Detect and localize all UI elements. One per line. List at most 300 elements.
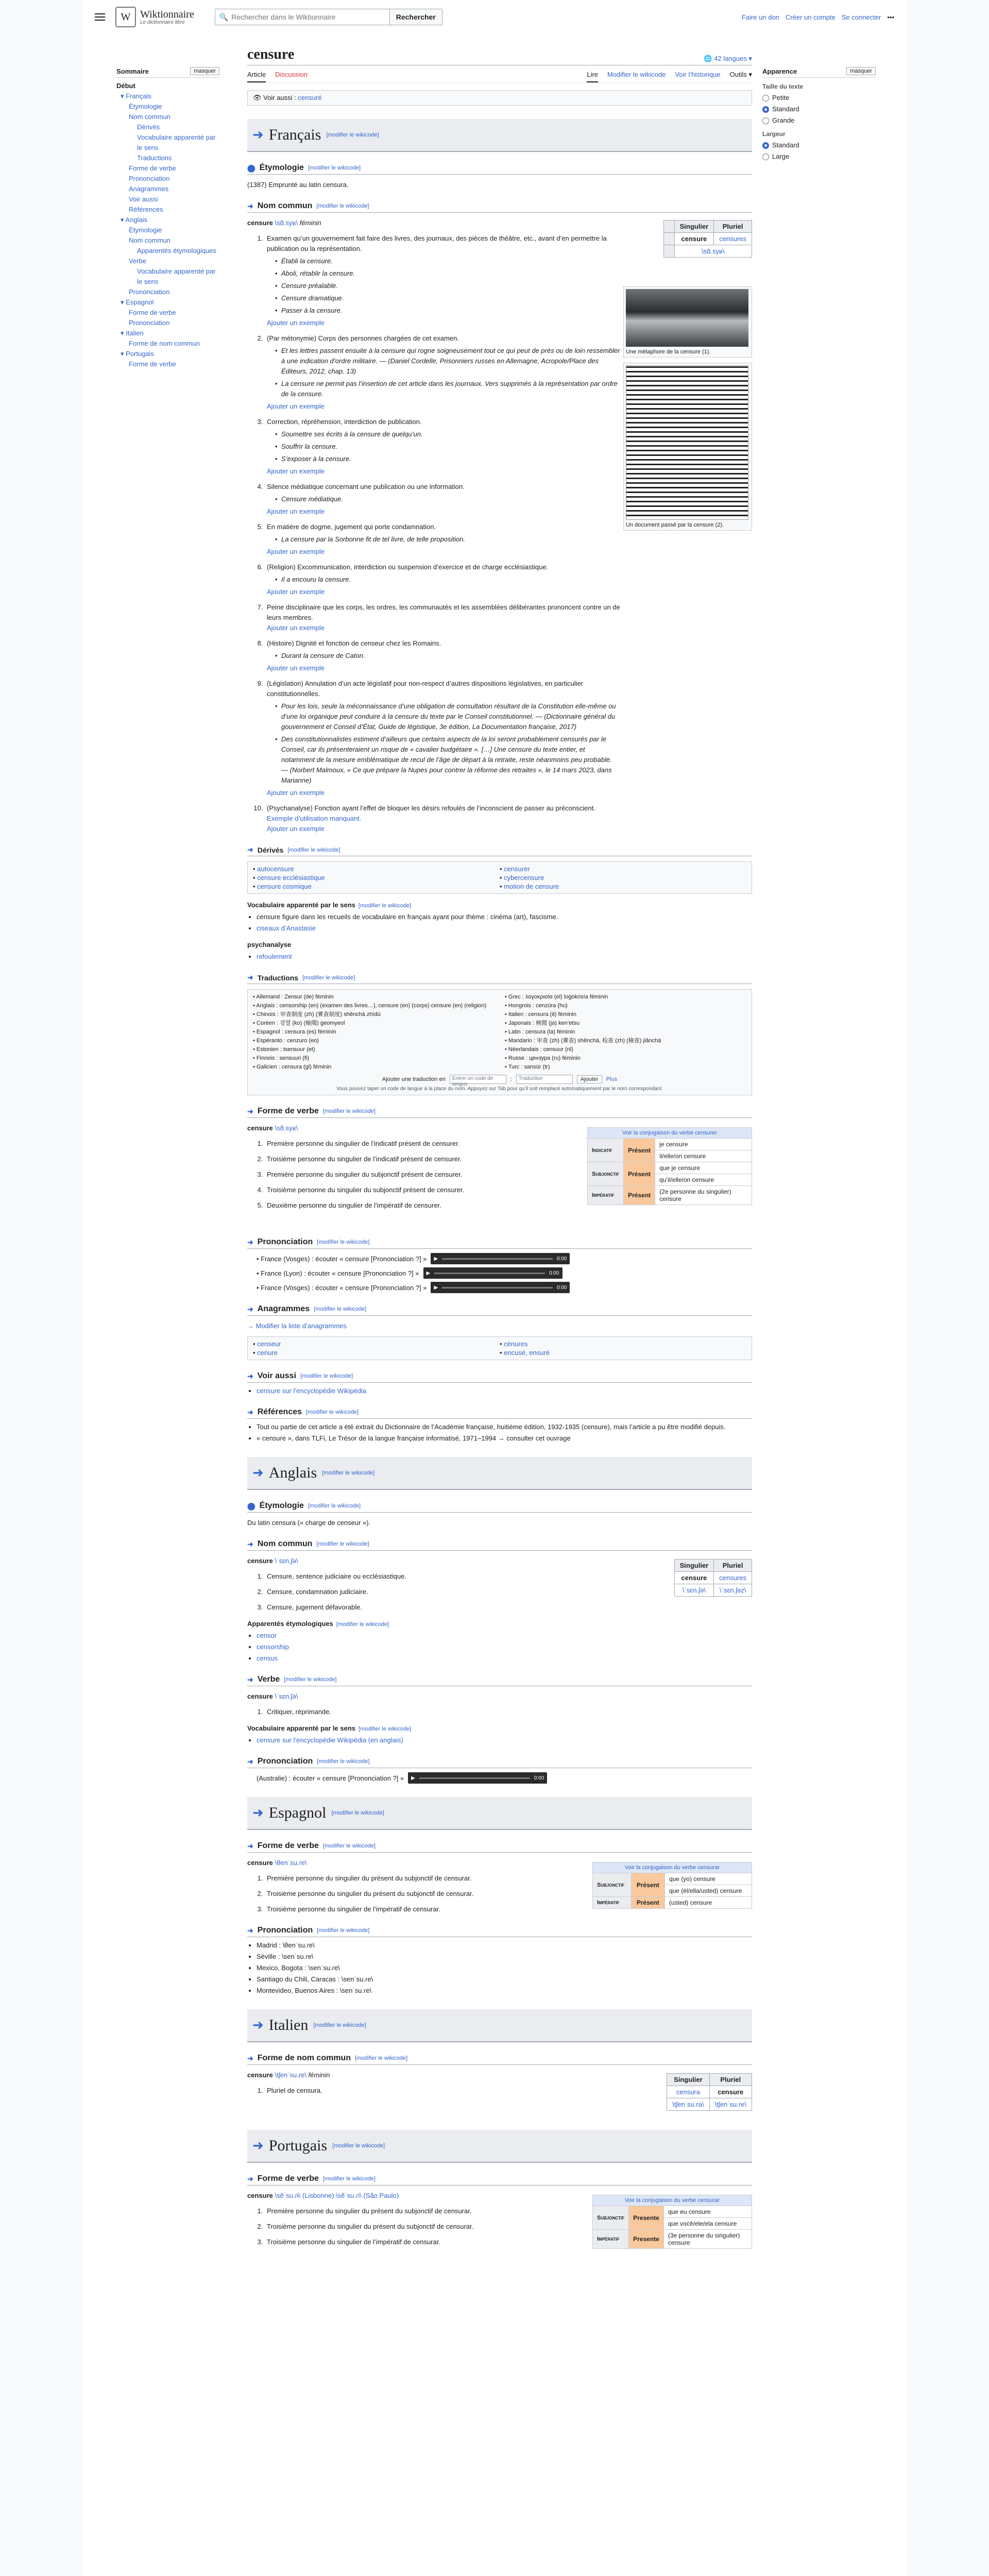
toc-item[interactable]: ▾ Anglais [121,216,148,224]
heading-see-also [247,1371,752,1383]
edit-link[interactable]: [modifier le wikicode] [322,2176,376,2182]
search-button[interactable]: Rechercher [390,9,442,25]
anagram[interactable]: • censeur [253,1340,500,1348]
conjugation-mood: Indicatif [588,1139,624,1162]
toc-item[interactable]: Prononciation [129,319,170,327]
heading-label: Étymologie [259,1501,304,1510]
toc-item[interactable]: Traductions [137,154,172,162]
section-arrow-icon: ➜ [252,2018,264,2033]
add-example-link[interactable]: Ajouter un exemple [267,624,325,632]
derived-term[interactable]: • censure cosmique [253,883,500,890]
heading-label: Prononciation [257,1238,313,1246]
translation-item[interactable]: • Finnois : sensuuri (fi) [253,1055,309,1061]
example: • Censure préalable. [275,281,620,291]
table-ipa[interactable]: \ˈsɛn.ʃəz\ [714,1584,752,1597]
text-size-label: Taille du texte [762,83,804,90]
toc-item[interactable]: Apparentés étymologiques [137,247,216,255]
conjugation-row [593,2230,752,2249]
plural-form[interactable]: censures [719,235,746,243]
conjugation-tense: Présent [624,1186,655,1205]
toc-item[interactable]: ▾ Français [121,92,151,100]
edit-link[interactable]: [modifier le wikicode] [316,1541,369,1547]
heading-translations [247,973,752,984]
toc-item[interactable]: Prononciation [129,288,170,296]
example: • Censure dramatique. [275,293,620,303]
heading-label: Références [257,1408,302,1416]
heading-references [247,1408,752,1419]
width-label: Largeur [762,130,786,138]
translation-item[interactable]: • Coréen : 검열 (ko) (檢閱) geomyeol [253,1020,345,1026]
create-account-link[interactable]: Créer un compte [785,13,835,21]
example-list [275,534,620,545]
edit-link[interactable]: [modifier le wikicode] [336,1621,389,1628]
related-word-link[interactable]: censor [257,1632,277,1639]
audio-list [257,1772,752,1784]
heading-verb-form [247,1107,752,1118]
pronunciation[interactable]: \ˈsɛn.ʃə\ [275,1557,298,1565]
toc-item[interactable]: ▾ Italien [121,329,144,337]
heading-label: Prononciation [257,1757,313,1766]
headword: censure [247,2192,273,2199]
see-also-label: Voir aussi : [263,94,296,101]
conjugation-mood: Subjonctif [588,1162,624,1186]
audio-time: 0:00 [556,1256,567,1262]
toc-item[interactable]: ▾ Portugais [121,350,155,358]
conjugation-caption[interactable]: Voir la conjugaison du verbe censurar [593,2195,752,2206]
inflection-table [663,220,752,258]
edit-link[interactable]: [modifier le wikicode] [308,1503,361,1509]
pronunciation[interactable]: \sɑ̃.syʁ\ [275,219,298,227]
definition: 1. Première personne du singulier du présent du subjonctif de censurar. [265,2206,564,2216]
conjugation-caption-row [593,2195,752,2206]
see-also-link[interactable]: censuré [298,94,322,101]
table-cell [714,1572,752,1584]
translation-item[interactable]: • Russe : цензура (ru) féminin [505,1055,581,1061]
edit-link[interactable]: [modifier le wikicode] [322,1108,376,1114]
toc-item[interactable]: Dérivés [137,123,160,131]
table-cell [674,1572,714,1584]
section-arrow-icon: ➜ [252,127,264,143]
toc-item[interactable]: Vocabulaire apparenté par le sens [137,133,216,151]
add-example-link[interactable]: Ajouter un exemple [267,467,325,475]
related-word-link[interactable]: census [257,1654,278,1662]
definition-text: Peine disciplinaire que les corps, les ordres, les communautés et les assemblées délibérantes prononcent contre un de leurs membres. [267,603,620,621]
heading-label: Nom commun [257,1539,313,1548]
play-icon[interactable]: ▶ [426,1270,431,1276]
conjugation-row [593,2206,752,2218]
toc-hide-button[interactable]: masquer [190,67,219,75]
plural-form: censure [718,2088,744,2096]
anagram[interactable]: • cénures [500,1340,746,1348]
related-word-link[interactable]: censorship [257,1643,289,1651]
singular-form[interactable]: censura [676,2088,700,2096]
edit-link[interactable]: [modifier le wikicode] [326,132,379,138]
toc-item[interactable]: Forme de verbe [129,360,176,368]
conjugation-row [588,1162,752,1174]
image-metaphor[interactable] [623,286,752,358]
section-arrow-icon: ➜ [252,1805,264,1821]
toc-item[interactable]: Forme de verbe [129,164,176,172]
edit-link[interactable]: [modifier le wikicode] [284,1676,337,1683]
tools-label: Outils [729,71,747,78]
radio-label: Standard [772,141,799,149]
audio-label: (Australie) : écouter « censure [Prononciation ?] » [257,1774,404,1782]
edit-link[interactable]: [modifier le wikicode] [359,903,412,909]
translations-right [505,993,746,1072]
eye-icon: 👁 [253,94,262,101]
table-cell [674,233,714,245]
edit-link[interactable]: [modifier le wikicode] [317,1927,370,1934]
headword: censure [247,1124,273,1132]
toc-item[interactable]: Début [116,82,135,90]
tab-discussion[interactable]: Discussion [275,71,308,78]
translation-item[interactable]: • Galicien : censura (gl) féminin [253,1064,332,1070]
derived-term[interactable]: • cybercensure [500,874,746,882]
toc-item[interactable]: Verbe [129,257,146,265]
heading-anagrams [247,1304,752,1316]
audio-progress[interactable] [442,1258,553,1260]
text-size-large[interactable] [762,115,876,126]
audio-player[interactable] [431,1282,570,1293]
example: • Des constitutionnalistes estiment d’ailleurs que certains aspects de la loi seront probablement censurés par le Conseil, car ils présenteraient un risque de « cavalier budgétaire ». […] Une censure du texte entier, et notamment de la mesure emblématique de recul de l’âge de départ à la retraite, reste néanmoins peu probable. — (Norbert Malmoux, « Ce que prépare la Nupes pour contrer la réforme des retraites », le 14 mars 2023, dans Marianne) [275,734,620,786]
page-title: censure [247,46,295,62]
conjugation-table [592,1862,752,1909]
definition-text: (Religion) Excommunication, interdiction ou suspension d’exercice et de charge ecclésiastique. [267,563,549,571]
add-example-link[interactable]: Ajouter un exemple [267,548,325,555]
vocab-link[interactable]: ciseaux d’Anastasie [257,924,316,932]
translation-item[interactable]: • Allemand : Zensur (de) féminin [253,994,334,1000]
verb-form-list [265,1873,564,1914]
audio-label: • France (Vosges) : écouter « censure [Prononciation ?] » [257,1283,427,1292]
pronunciation[interactable]: \sɑ̃.syʁ\ [275,1124,298,1132]
edit-link[interactable]: [modifier le wikicode] [300,1373,353,1379]
radio-selected-icon [762,106,769,113]
image-caption: Une métaphore de la censure (1). [626,349,711,355]
translations-left [253,993,494,1072]
definition [265,522,620,557]
add-example-link[interactable]: Ajouter un exemple [267,789,325,796]
definition [265,417,620,477]
conjugation-mood: Impératif [593,2230,629,2249]
translation-more-link[interactable]: Plus [606,1076,618,1082]
example: • Censure médiatique. [275,494,620,504]
translation-item[interactable]: • Estonien : tsensuur (et) [253,1046,315,1053]
pronunciation[interactable]: \ˈsɛn.ʃə\ [275,1692,298,1700]
translation-item[interactable]: • Hongrois : cenzúra (hu) [505,1003,568,1009]
table-ipa[interactable]: \sɑ̃.syʁ\ [674,245,752,258]
play-icon[interactable]: ▶ [434,1284,438,1291]
conjugation-table [587,1127,752,1205]
heading-vocab [247,901,752,909]
definition [265,602,620,633]
translation-add-button[interactable]: Ajouter [577,1075,602,1083]
width-large[interactable] [762,151,876,162]
conjugation-mood: Subjonctif [593,1873,632,1897]
definition: 1. Première personne du singulier du présent du subjonctif de censurar. [265,1873,564,1884]
translation-word-input[interactable]: Traduction [516,1075,573,1084]
example: • Durant la censure de Caton. [275,651,620,661]
edit-link[interactable]: [modifier le wikicode] [308,165,361,171]
appearance-header [762,67,876,78]
radio-label: Petite [772,94,790,101]
more-options-icon[interactable]: ••• [887,13,894,21]
definition-text: Silence médiatique concernant une publication ou une information. [267,483,465,490]
section-francais [247,119,752,152]
heading-noun-form [247,2054,752,2065]
headword-line [247,1691,752,1702]
heading-apparentes [247,1620,752,1628]
toc-item[interactable]: Forme de nom commun [129,340,200,347]
audio-progress[interactable] [419,1777,530,1779]
languages-button[interactable]: 🌐 42 langues ▾ [704,55,752,62]
translation-note: Vous pouvez taper un code de langue à la place du nom. Appuyez sur Tab pour qu’il soit remplacé automatiquement par le nom correspondant. [336,1086,663,1092]
example: • Passer à la censure. [275,306,620,316]
heading-label: Forme de nom commun [257,2054,351,2062]
tab-article[interactable]: Article [247,69,266,82]
audio-player[interactable] [408,1772,547,1784]
heading-label: Forme de verbe [257,1107,319,1115]
usage-example-link[interactable]: Exemple d’utilisation manquant. [267,815,362,822]
translation-item[interactable]: • Chinois : 审查制度 (zh) (審查制度) shěnchá zhìdù [253,1011,381,1018]
example-list [275,346,620,399]
audio-player[interactable] [423,1267,562,1279]
add-example-link[interactable]: Ajouter un exemple [267,825,325,833]
heading-psychanalyse: psychanalyse [247,941,292,948]
tab-read[interactable]: Lire [587,69,598,82]
headword: censure [247,1557,273,1565]
singular-form: censure [681,235,707,243]
toc-item[interactable]: Étymologie [129,226,162,234]
singular-form: censure [681,1574,707,1582]
translation-item[interactable]: • Turc : sansür (tr) [505,1064,550,1070]
translations-columns [253,993,746,1072]
edit-link[interactable]: [modifier le wikicode] [322,1843,376,1849]
play-icon[interactable]: ▶ [411,1775,415,1781]
pronunciation[interactable]: \θenˈsu.ɾe\ [275,1859,307,1867]
site-name: Wiktionnaire [140,8,194,20]
example: • Aboli, rétablir la censure. [275,268,620,279]
text-size-small[interactable] [762,92,876,104]
add-example-link[interactable]: Ajouter un exemple [267,402,325,410]
definition-text: Examen qu’un gouvernement fait faire des livres, des journaux, des pièces de théâtre, etc., avant d’en permettre la publication ou la représentation. [267,234,607,252]
pronunciation[interactable]: \tʃenˈsu.re\ [275,2071,306,2079]
psy-link[interactable]: refoulement [257,953,292,960]
image-document[interactable] [623,363,752,531]
toc-item[interactable]: Références [129,206,163,213]
section-arrow-icon: ➜ [252,1465,264,1481]
definition: 4. Troisième personne du singulier du subjonctif présent de censurer. [265,1185,553,1195]
example-list [275,256,620,316]
toc-item[interactable]: Vocabulaire apparenté par le sens [137,267,216,285]
conjugation-tense: Présent [631,1873,664,1897]
toc-item[interactable]: ▾ Espagnol [121,298,154,306]
heading-pronunciation [247,1757,752,1768]
languages-count: 42 langues [714,55,747,62]
translation-language-input[interactable]: Entrer un code de langue [450,1075,506,1084]
edit-link[interactable]: [modifier le wikicode] [313,2022,366,2028]
audio-row [257,1772,752,1784]
translation-item[interactable]: • Mandarin : 审查 (zh) (審查) shěnchá, 检查 (zh) (檢查) jiǎnchá [505,1038,661,1044]
definition-text: (Histoire) Dignité et fonction de censeur chez les Romains. [267,639,441,647]
definition-list [265,233,620,834]
tab-history[interactable]: Voir l’historique [675,71,721,78]
pronunciation[interactable]: \sẽˈsu.ɾɨ\ (Lisbonne) \sẽˈsu.ɾi\ (São Paulo) [275,2192,399,2199]
site-logo[interactable] [115,7,194,27]
reference-item: • « censure », dans TLFi, Le Trésor de la langue française informatisé, 1971–1994 → consulter cet ouvrage [257,1433,752,1444]
edit-link[interactable]: [modifier le wikicode] [287,846,340,853]
example: • Pour les lois, seule la méconnaissance d’une obligation de consultation résultant de la Constitution elle-même ou d’une loi organique peut conduire à la censure du texte par le Conseil constitutionnel. — (Dictionnaire général du gouvernement et Conseil d’État, Guide de légistique, 3e édition, La Documentation française, 2017) [275,701,620,732]
table-header: Singulier [674,221,714,233]
toc-item[interactable]: Anagrammes [129,185,169,193]
add-example-link[interactable]: Ajouter un exemple [267,664,325,672]
derived-term[interactable]: • censurer [500,865,746,873]
table-cell [714,233,752,245]
translation-item[interactable]: • Anglais : censorship (en) (examen des livres…), censure (en) (corps) censure (en) (religion) [253,1003,487,1009]
site-tagline: Le dictionnaire libre [140,19,185,25]
table-header: Pluriel [714,1560,752,1572]
example-list [275,574,620,585]
conjugation-row [588,1186,752,1205]
table-ipa[interactable]: \tʃenˈsu.ra\ [667,2098,709,2111]
translation-item[interactable]: • Italien : censura (it) féminin [505,1011,576,1018]
main-content [247,34,752,2263]
wikipedia-link[interactable]: censure sur l’encyclopédie Wikipédia [257,1387,367,1395]
translations-icon: ➜ [247,973,253,981]
add-example-link[interactable]: Ajouter un exemple [267,319,325,327]
derives-icon: ➜ [247,845,253,854]
audio-player[interactable] [431,1253,570,1264]
width-standard[interactable] [762,140,876,151]
section-italien [247,2009,752,2042]
edit-link[interactable]: [modifier le wikicode] [314,1306,367,1312]
add-example-link[interactable]: Ajouter un exemple [267,588,325,596]
heading-label: Vocabulaire apparenté par le sens [247,901,356,909]
see-also-list [257,1386,752,1396]
translation-item[interactable]: • Espagnol : censura (es) féminin [253,1029,336,1035]
headword: censure [247,1859,273,1867]
heading-etymology [247,1501,752,1513]
anagram[interactable]: • encusé, ensuré [500,1349,746,1357]
edit-link[interactable]: [modifier le wikicode] [306,1409,359,1415]
audio-time: 0:00 [534,1775,544,1781]
headword-line [247,218,608,228]
fr-verb-block [247,1123,752,1226]
edit-link[interactable]: [modifier le wikicode] [359,1726,412,1732]
translation-item[interactable]: • Japonais : 検閲 (ja) ken’etsu [505,1020,580,1026]
heading-label: Anagrammes [257,1304,310,1313]
headword: censure [247,1692,273,1700]
list-item [257,1735,752,1745]
tab-edit[interactable]: Modifier le wikicode [607,71,666,78]
edit-link[interactable]: [modifier le wikicode] [302,974,355,981]
toc-item[interactable]: Prononciation [129,175,170,182]
language-heading: Anglais [268,1464,317,1481]
vocab-list [257,912,752,934]
audio-label: • France (Lyon) : écouter « censure [Prononciation ?] » [257,1269,419,1277]
main-menu-icon[interactable] [95,13,105,21]
edit-link[interactable]: [modifier le wikicode] [332,2143,385,2149]
translation-item[interactable]: • Grec : λογοκρισία (el) logokrisía féminin [505,994,608,1000]
conjugation-form: qu’il/elle/on censure [655,1174,752,1186]
audio-progress[interactable] [442,1287,553,1289]
heading-noun [247,201,752,213]
toc-item[interactable]: Voir aussi [129,195,158,203]
conjugation-tense: Présent [631,1897,664,1909]
section-portugais [247,2130,752,2163]
toc-item[interactable]: Nom commun [129,113,170,121]
plural-form[interactable]: censures [719,1574,746,1582]
example: • Soumettre ses écrits à la censure de quelqu’un. [275,429,620,439]
add-example-link[interactable]: Ajouter un exemple [267,507,325,515]
translation-item[interactable]: • Latin : censura (la) féminin [505,1029,575,1035]
pronunciation-list [257,1940,752,1996]
translation-item[interactable]: • Néerlandais : censuur (nl) [505,1046,573,1053]
play-icon[interactable]: ▶ [434,1256,438,1262]
edit-link[interactable]: [modifier le wikicode] [316,203,369,209]
conjugation-form: que (yo) censure [664,1873,752,1885]
definition: 1. Première personne du singulier de l’indicatif présent de censurer. [265,1139,553,1149]
table-header: Pluriel [709,2074,752,2086]
derived-term[interactable]: • censure ecclésiastique [253,874,500,882]
edit-link[interactable]: [modifier le wikicode] [331,1810,384,1816]
definition-text: (Législation) Annulation d’un acte législatif pour non-respect d’autres dispositions législatives, en particulier constitutionnelles. [267,680,584,698]
example-list [275,429,620,464]
anagram[interactable]: • cenure [253,1349,500,1357]
table-ipa[interactable]: \ˈsɛn.ʃə\ [674,1584,714,1597]
conjugation-mood: Impératif [588,1186,624,1205]
derived-term[interactable]: • motion de censure [500,883,746,890]
references-icon: ➜ [247,1408,253,1416]
search-icon: 🔍 [219,12,229,21]
image-caption: Un document passé par la censure (2). [626,522,724,528]
apparentes-list [257,1631,752,1664]
heading-label: Traductions [257,973,299,982]
conjugation-caption[interactable]: Voir la conjugaison du verbe censurar [593,1862,752,1873]
toc-title: Sommaire [116,67,149,75]
language-heading: Portugais [268,2137,328,2154]
derived-term[interactable]: • autocensure [253,865,500,873]
toc-item[interactable]: Nom commun [129,236,170,244]
text-size-standard[interactable] [762,104,876,115]
modify-anagrams-link[interactable]: → Modifier la liste d’anagrammes [247,1322,347,1330]
edit-link[interactable]: [modifier le wikicode] [317,1239,370,1245]
table-ipa[interactable]: \tʃenˈsu.re\ [709,2098,752,2111]
conjugation-table [592,2195,752,2249]
etymology-icon: ⬤ [247,1501,255,1510]
audio-progress[interactable] [434,1273,545,1274]
section-anglais [247,1457,752,1490]
search-input[interactable] [215,9,390,25]
conjugation-caption[interactable]: Voir la conjugaison du verbe censurer [588,1128,752,1139]
appearance-hide-button[interactable]: masquer [846,67,876,75]
login-link[interactable]: Se connecter [841,13,881,21]
translation-item[interactable]: • Espéranto : cenzuro (eo) [253,1038,319,1044]
toc-item[interactable]: Étymologie [129,103,162,110]
edit-link[interactable]: [modifier le wikicode] [355,2055,408,2061]
edit-link[interactable]: [modifier le wikicode] [322,1470,375,1476]
see-also-box [247,90,752,106]
wikipedia-link[interactable]: censure sur l’encyclopédie Wikipédia (en anglais) [257,1736,403,1744]
radio-icon [762,117,769,124]
audio-label: • France (Vosges) : écouter « censure [Prononciation ?] » [257,1255,427,1263]
audio-row [257,1267,752,1279]
edit-link[interactable]: [modifier le wikicode] [317,1758,370,1765]
heading-label: Dérivés [257,845,284,854]
donate-link[interactable]: Faire un don [741,13,779,21]
toc-item[interactable]: Forme de verbe [129,309,176,316]
heading-label: Apparentés étymologiques [247,1620,333,1628]
tab-tools[interactable]: Outils ▾ [729,71,752,78]
